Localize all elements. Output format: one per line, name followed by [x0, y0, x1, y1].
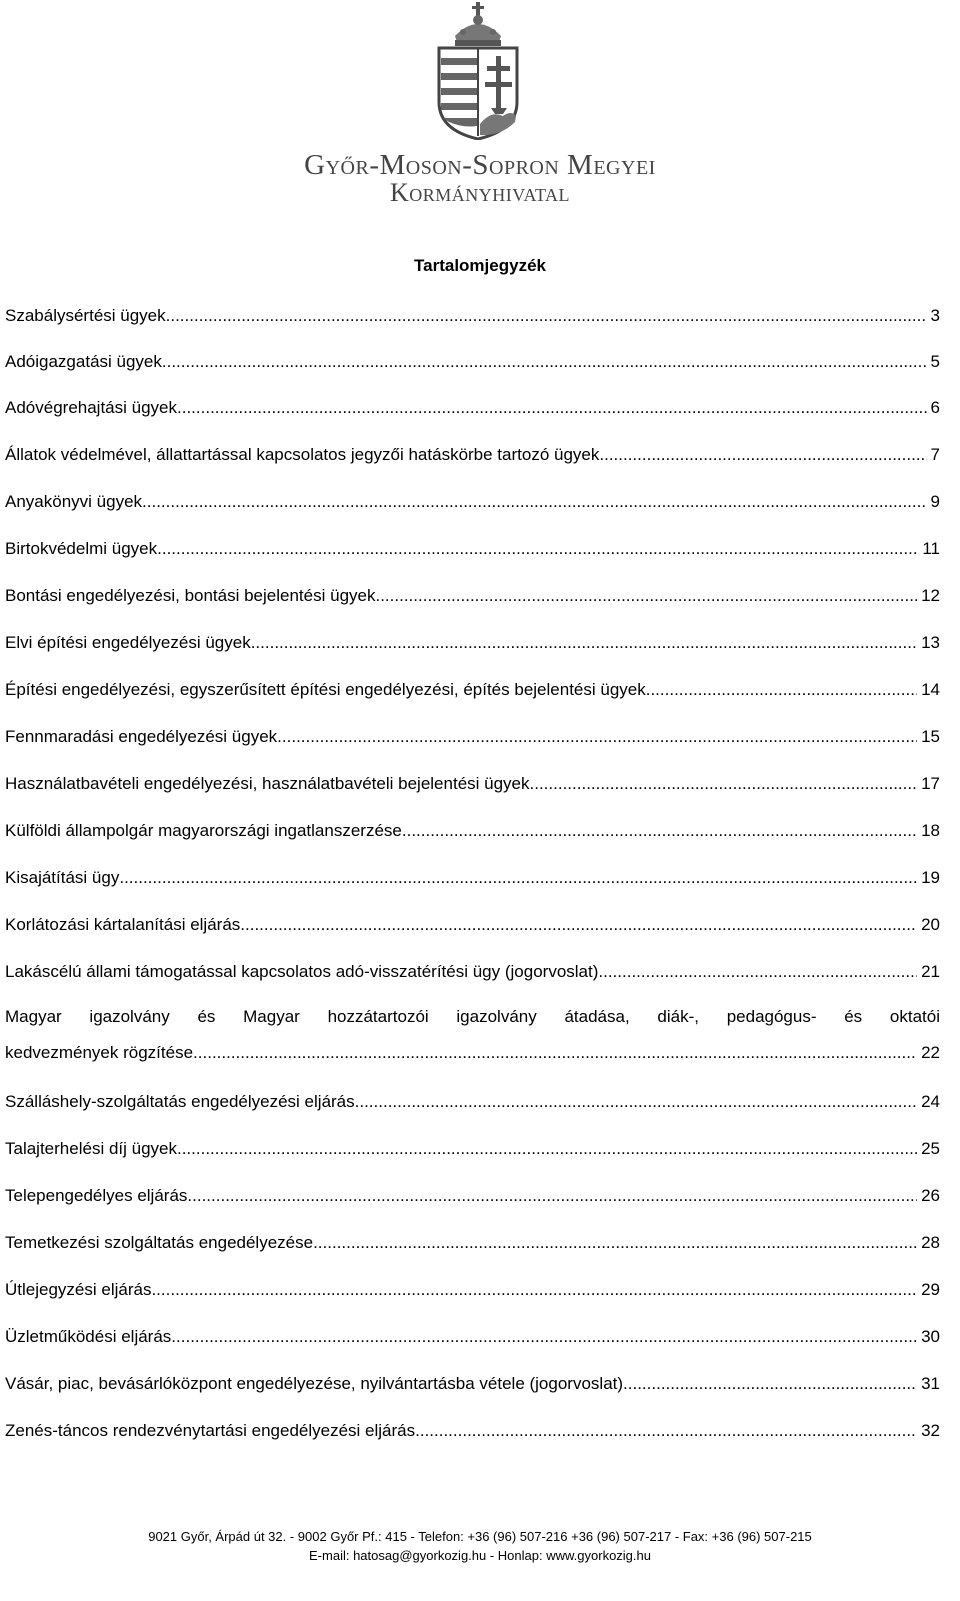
toc-entry-text: Építési engedélyezési, egyszerűsített építési engedélyezési, építés bejelentési ügyek: [5, 680, 646, 699]
toc-entry-page-number: 12: [921, 586, 940, 605]
toc-entry[interactable]: [5, 1326, 940, 1348]
toc-entry[interactable]: [5, 444, 940, 466]
coat-of-arms-logo: [433, 2, 523, 140]
toc-entry-page-number: 20: [921, 915, 940, 934]
toc-entry[interactable]: [5, 491, 940, 513]
toc-entry-page-number: 22: [921, 1043, 940, 1062]
toc-entry[interactable]: [5, 1420, 940, 1442]
toc-entry-text: Telepengedélyes eljárás: [5, 1186, 188, 1205]
letterhead: [0, 0, 960, 215]
dot-leader: [402, 820, 917, 842]
toc-entry-page-number: 30: [921, 1327, 940, 1346]
toc-entry-text: Talajterhelési díj ügyek: [5, 1139, 177, 1158]
toc-entry-page-number: 25: [921, 1139, 940, 1158]
toc-entry-page-number: 5: [930, 352, 940, 371]
toc-entry-text: Lakáscélú állami támogatással kapcsolatos adó-visszatérítési ügy (jogorvoslat): [5, 962, 599, 981]
toc-entry-page-number: 32: [921, 1421, 940, 1440]
toc-entry-text: Zenés-táncos rendezvénytartási engedélyezési eljárás: [5, 1421, 416, 1440]
dot-leader: [251, 632, 917, 654]
dot-leader: [187, 1185, 917, 1207]
dot-leader: [162, 351, 927, 373]
dot-leader: [375, 585, 917, 607]
toc-entry-text: Anyakönyvi ügyek: [5, 492, 143, 511]
toc-entry[interactable]: [5, 1006, 940, 1064]
toc-entry-page-number: 7: [930, 445, 940, 464]
toc-entry-text: Korlátozási kártalanítási eljárás: [5, 915, 241, 934]
toc-entry[interactable]: [5, 1232, 940, 1254]
dot-leader: [240, 914, 917, 936]
toc-entry-text: Külföldi állampolgár magyarországi ingatlanszerzése: [5, 821, 402, 840]
toc-entry-page-number: 29: [921, 1280, 940, 1299]
dot-leader: [530, 773, 918, 795]
toc-entry-page-number: 17: [921, 774, 940, 793]
toc-entry-text: Fennmaradási engedélyezési ügyek: [5, 727, 278, 746]
toc-entry-page-number: 9: [930, 492, 940, 511]
toc-entry[interactable]: [5, 726, 940, 748]
toc-entry-page-number: 21: [921, 962, 940, 981]
dot-leader: [355, 1091, 917, 1113]
dot-leader: [193, 1042, 917, 1064]
toc-entry-page-number: 19: [921, 868, 940, 887]
toc-entry[interactable]: [5, 1138, 940, 1160]
dot-leader: [171, 1326, 917, 1348]
toc-entry[interactable]: [5, 867, 940, 889]
toc-entry-text: Adóvégrehajtási ügyek: [5, 398, 178, 417]
toc-entry-text: Szálláshely-szolgáltatás engedélyezési eljárás: [5, 1092, 355, 1111]
toc-entry[interactable]: [5, 351, 940, 373]
dot-leader: [415, 1420, 917, 1442]
toc-entry-page-number: 13: [921, 633, 940, 652]
toc-entry[interactable]: [5, 632, 940, 654]
dot-leader: [177, 1138, 917, 1160]
toc-entry-text: Adóigazgatási ügyek: [5, 352, 162, 371]
toc-entry-page-number: 24: [921, 1092, 940, 1111]
footer-address-line: 9021 Győr, Árpád út 32. - 9002 Győr Pf.: 415 - Telefon: +36 (96) 507-216 +36 (96) 507-217 - Fax: +36 (96) 507-215: [148, 1529, 812, 1544]
toc-entry-text: Temetkezési szolgáltatás engedélyezése: [5, 1233, 314, 1252]
toc-entry[interactable]: [5, 585, 940, 607]
toc-entry-text: Elvi építési engedélyezési ügyek: [5, 633, 251, 652]
toc-entry[interactable]: [5, 961, 940, 983]
dot-leader: [151, 1279, 917, 1301]
page-footer: [0, 1527, 960, 1565]
toc-entry-text: Kisajátítási ügy: [5, 868, 120, 887]
toc-entry[interactable]: [5, 820, 940, 842]
toc-entry-page-number: 28: [921, 1233, 940, 1252]
toc-entry-text: Útlejegyzési eljárás: [5, 1280, 152, 1299]
organization-name-line1: Győr-Moson-Sopron Megyei: [304, 149, 656, 181]
dot-leader: [599, 444, 926, 466]
toc-entry-text-line2: kedvezmények rögzítése: [5, 1043, 194, 1062]
toc-entry-page-number: 14: [921, 680, 940, 699]
dot-leader: [313, 1232, 917, 1254]
toc-entry[interactable]: [5, 914, 940, 936]
toc-entry-page-number: 3: [930, 306, 940, 325]
toc-entry[interactable]: [5, 1091, 940, 1113]
toc-entry[interactable]: [5, 538, 940, 560]
toc-entry-text: Birtokvédelmi ügyek: [5, 539, 158, 558]
toc-entry-text: Állatok védelmével, állattartással kapcsolatos jegyzői hatáskörbe tartozó ügyek: [5, 445, 600, 464]
dot-leader: [142, 491, 927, 513]
toc-entry-text-line1: Magyar igazolvány és Magyar hozzátartozói igazolvány átadása, diák-, pedagógus- és oktatói: [5, 1007, 940, 1026]
toc-entry[interactable]: [5, 1373, 940, 1395]
toc-entry-page-number: 15: [921, 727, 940, 746]
organization-name-line2: Kormányhivatal: [389, 178, 570, 207]
toc-entry-page-number: 11: [922, 539, 940, 558]
toc-entry-page-number: 26: [921, 1186, 940, 1205]
dot-leader: [598, 961, 917, 983]
dot-leader: [119, 867, 917, 889]
dot-leader: [157, 538, 918, 560]
dot-leader: [623, 1373, 917, 1395]
toc-entry[interactable]: [5, 773, 940, 795]
toc-entry-page-number: 6: [930, 398, 940, 417]
dot-leader: [166, 305, 927, 327]
toc-entry-text: Vásár, piac, bevásárlóközpont engedélyezése, nyilvántartásba vétele (jogorvoslat): [5, 1374, 624, 1393]
toc-entry-page-number: 18: [921, 821, 940, 840]
toc-entry[interactable]: [5, 679, 940, 701]
toc-entry[interactable]: [5, 1185, 940, 1207]
toc-entry-text: Szabálysértési ügyek: [5, 306, 166, 325]
toc-entry-text: Használatbavételi engedélyezési, használatbavételi bejelentési ügyek: [5, 774, 530, 793]
toc-entry-text: Üzletműködési eljárás: [5, 1327, 172, 1346]
toc-title: Tartalomjegyzék: [414, 256, 546, 275]
toc-entry[interactable]: [5, 1279, 940, 1301]
toc-entry[interactable]: [5, 305, 940, 327]
dot-leader: [277, 726, 917, 748]
toc-entry-page-number: 31: [921, 1374, 940, 1393]
toc-entry-text: Bontási engedélyezési, bontási bejelentési ügyek: [5, 586, 376, 605]
toc-entry[interactable]: [5, 397, 940, 419]
footer-contact-line: E-mail: hatosag@gyorkozig.hu - Honlap: www.gyorkozig.hu: [309, 1548, 651, 1563]
dot-leader: [646, 679, 917, 701]
dot-leader: [177, 397, 927, 419]
